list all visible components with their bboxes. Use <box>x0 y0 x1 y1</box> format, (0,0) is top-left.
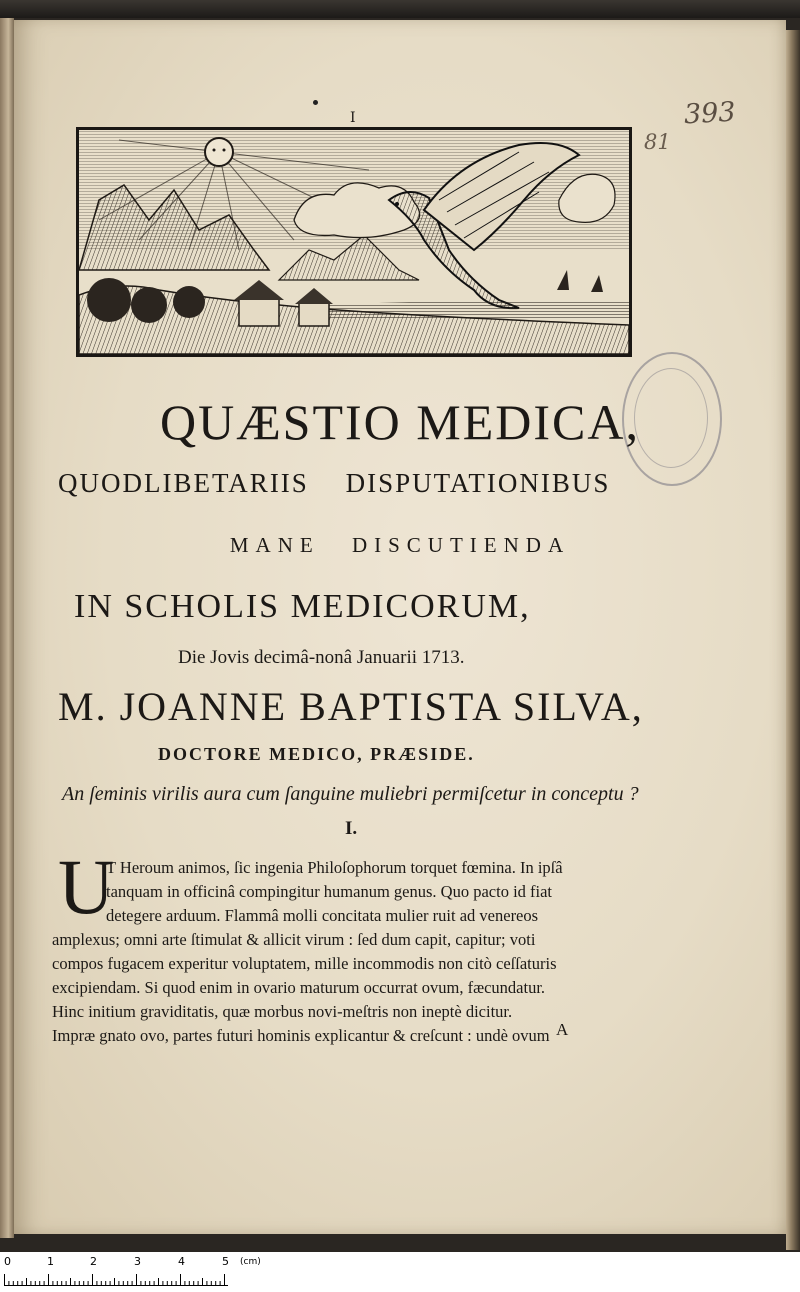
date-line: Die Jovis decimâ-nonâ Januarii 1713. <box>178 647 465 668</box>
main-title: QUÆSTIO MEDICA, <box>160 394 640 450</box>
body-line-4: amplexus; omni arte ſtimulat & allicit virum : ſed dum capit, capitur; voti <box>52 930 536 949</box>
ruler-label-4: 4 <box>178 1255 185 1268</box>
signature-mark-top: I <box>350 110 356 126</box>
ink-dot <box>313 100 318 105</box>
presiding-doctor-name: M. JOANNE BAPTISTA SILVA, <box>58 684 644 729</box>
ruler-label-1: 1 <box>47 1255 54 1268</box>
section-numeral: I. <box>345 818 358 839</box>
woodcut-illustration <box>76 127 632 357</box>
ruler-ticks <box>4 1274 228 1286</box>
body-line-1: T Heroum animos, ſic ingenia Philoſophorum torquet fœmina. In ipſâ <box>106 858 563 877</box>
body-line-5: compos fugacem experitur voluptatem, mille incommodis non citò ceſſaturis <box>52 954 557 973</box>
body-line-3: detegere arduum. Flammâ molli concitata mulier ruit ad venereos <box>106 906 539 925</box>
body-line-7: Hinc initium graviditatis, quæ morbus novi-meſtris non ineptè dicitur. <box>52 1002 513 1021</box>
ruler-label-5: 5 <box>222 1255 229 1268</box>
right-page-edge <box>786 30 800 1250</box>
heading-line-2-right: DISPUTATIONIBUS <box>345 468 611 498</box>
folio-number: 393 <box>683 96 737 131</box>
scale-ruler <box>0 1252 800 1292</box>
ruler-label-0: 0 <box>4 1255 11 1268</box>
drop-capital: U <box>58 843 115 930</box>
ruler-label-3: 3 <box>134 1255 141 1268</box>
heading-line-2 <box>58 468 610 499</box>
presiding-doctor-title: DOCTORE MEDICO, PRÆSIDE. <box>158 744 475 764</box>
woodcut-eagle-sun-landscape <box>79 130 629 354</box>
ruler-unit: (cm) <box>240 1257 261 1267</box>
body-line-8: Impræ gnato ovo, partes futuri hominis explicantur & creſcunt : undè ovum <box>52 1026 550 1045</box>
heading-line-2-left: QUODLIBETARIIS <box>58 468 309 498</box>
heading-line-3: MANE DISCUTIENDA <box>229 533 571 557</box>
body-line-2: tanquam in officinâ compingitur humanum genus. Quo pacto id fiat <box>106 882 553 901</box>
heading-line-4: IN SCHOLIS MEDICORUM, <box>74 588 531 625</box>
ruler-label-2: 2 <box>90 1255 97 1268</box>
disputation-question: An ſeminis virilis aura cum ſanguine muliebri permiſcetur in conceptu ? <box>62 783 639 805</box>
signature-mark-bottom: A <box>556 1020 569 1039</box>
body-line-6: excipiendam. Si quod enim in ovario maturum occurrat ovum, fæcundatur. <box>52 978 546 997</box>
book-top-edge <box>0 0 800 18</box>
secondary-folio-number: 81 <box>644 130 671 154</box>
left-page-edge <box>0 18 14 1238</box>
